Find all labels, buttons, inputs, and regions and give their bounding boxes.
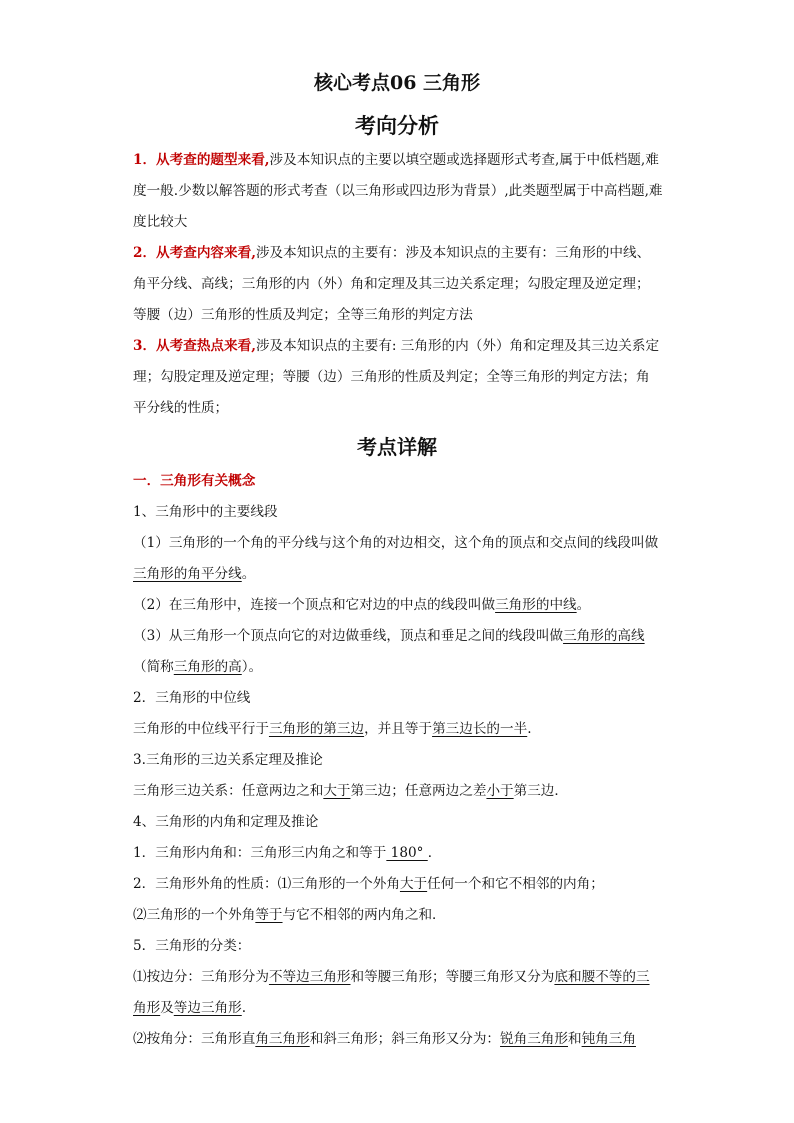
term-angle-bisector: 三角形的角平分线 xyxy=(133,566,242,582)
term-right-triangle: 角三角形 xyxy=(255,1031,310,1047)
analysis-label-3: 3．从考查热点来看, xyxy=(133,338,256,354)
analysis-item-3 xyxy=(133,331,663,424)
term-180: 180° xyxy=(386,845,428,861)
term-scalene: 不等边三角形 xyxy=(268,969,351,985)
subheading-main-segments: 1、三角形中的主要线段 xyxy=(133,504,278,520)
document-title: 核心考点06 三角形 xyxy=(313,72,481,94)
term-acute-triangle: 锐角三角形 xyxy=(500,1031,568,1047)
term-median: 三角形的中线 xyxy=(495,597,577,613)
item-exterior-angle-2: ⑵三角形的一个外角等于与它不相邻的两内角之和． xyxy=(133,907,446,923)
subheading-classification: 5．三角形的分类： xyxy=(133,938,251,954)
analysis-text-3: 涉及本知识点的主要有: 三角形的内（外）角和定理及其三边关系定理；勾股定理及逆定理；等腰（边）三角形的性质及判定；全等三角形的判定方法；角平分线的性质； xyxy=(133,338,660,416)
item-midline: 三角形的中位线平行于三角形的第三边，并且等于第三边长的一半. xyxy=(133,721,532,737)
item-side-relation: 三角形三边关系：任意两边之和大于第三边；任意两边之差小于第三边． xyxy=(133,783,568,799)
term-obtuse-triangle: 钝角三角 xyxy=(581,1031,636,1047)
item-altitude: （3）从三角形一个顶点向它的对边做垂线，顶点和垂足之间的线段叫做三角形的高线（简称三角形的高）。 xyxy=(133,628,645,675)
analysis-label-1: 1．从考查的题型来看, xyxy=(133,152,270,168)
term-exterior-equal: 等于 xyxy=(255,907,283,923)
item-exterior-angle-1: 2．三角形外角的性质：⑴三角形的一个外角大于任何一个和它不相邻的内角； xyxy=(133,876,604,892)
details-heading: 一．三角形有关概念 xyxy=(133,473,256,489)
analysis-text-1: 涉及本知识点的主要以填空题或选择题形式考查,属于中低档题,难度一般.少数以解答题的形式考查（以三角形或四边形为背景）,此类题型属于中高档题,难度比较大 xyxy=(133,152,663,230)
term-greater: 大于 xyxy=(323,783,351,799)
term-exterior-greater: 大于 xyxy=(399,876,428,892)
analysis-text-2: 涉及本知识点的主要有：涉及本知识点的主要有：三角形的中线、角平分线、高线；三角形的内（外）角和定理及其三边关系定理；勾股定理及逆定理；等腰（边）三角形的性质及判定；全等三角形的判定方法 xyxy=(133,245,651,323)
item-angle-bisector: （1）三角形的一个角的平分线与这个角的对边相交，这个角的顶点和交点间的线段叫做三角形的角平分线。 xyxy=(133,535,659,582)
term-third-side: 三角形的第三边 xyxy=(268,721,365,737)
details-block xyxy=(133,466,663,1055)
subheading-midline: 2．三角形的中位线 xyxy=(133,690,251,706)
term-altitude: 三角形的高线 xyxy=(563,628,645,644)
term-half-third-side: 第三边长的一半 xyxy=(432,721,528,737)
term-height: 三角形的高 xyxy=(173,659,242,675)
analysis-block xyxy=(133,145,663,424)
analysis-item-2 xyxy=(133,238,663,331)
term-base-leg-unequal: 底和腰不等的三角形 xyxy=(133,969,650,1016)
item-classify-by-side: ⑴按边分：三角形分为不等边三角形和等腰三角形；等腰三角形又分为底和腰不等的三角形及等边三角形. xyxy=(133,969,650,1016)
item-angle-sum: 1．三角形内角和：三角形三内角之和等于 180° ． xyxy=(133,845,442,861)
section-heading-details: 考点详解 xyxy=(357,435,437,459)
section-heading-analysis: 考向分析 xyxy=(355,113,439,138)
subheading-angle-sum: 4、三角形的内角和定理及推论 xyxy=(133,814,319,830)
analysis-label-2: 2．从考查内容来看, xyxy=(133,245,256,261)
subheading-side-relation: 3.三角形的三边关系定理及推论 xyxy=(133,752,323,768)
analysis-item-1 xyxy=(133,145,663,238)
term-equilateral: 等边三角形 xyxy=(173,1000,242,1016)
item-median: （2）在三角形中，连接一个顶点和它对边的中点的线段叫做三角形的中线。 xyxy=(133,597,591,613)
term-less: 小于 xyxy=(486,783,514,799)
item-classify-by-angle: ⑵按角分：三角形直角三角形和斜三角形；斜三角形又分为：锐角三角形和钝角三角 xyxy=(133,1031,636,1047)
